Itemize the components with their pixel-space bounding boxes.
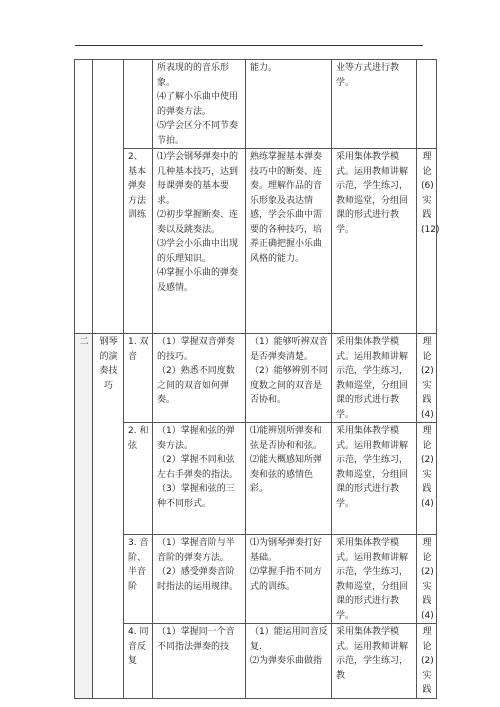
goal-cell: [153, 334, 246, 423]
hours-text: 理 论 (2) 实 践 (4): [421, 538, 434, 621]
skill-cell: [246, 60, 332, 149]
table-row: [75, 624, 437, 699]
skill-cell: [246, 423, 332, 535]
hours-cell: [417, 60, 437, 149]
skill-cell: [246, 149, 332, 334]
hours-cell: [417, 624, 437, 699]
hours-text: 理 论 (2) 实 践 (4): [421, 426, 434, 509]
skill-text: （1）能够听辨双音是否弹奏清楚。 （2）能够辨别不同度数之间的双音是否协和。: [250, 337, 328, 405]
method-text: 采用集体教学模式。运用教师讲解示范，学生练习，教师巡堂，分组回课的形式进行教学。: [336, 426, 409, 509]
method-cell: [332, 149, 417, 334]
goal-text: （1）掌握双音弹奏的技巧。 （2）熟悉不同度数之间的双音如何弹奏。: [157, 337, 235, 405]
method-text: 业等方式进行教学。: [336, 63, 400, 88]
topic-cell: [124, 423, 153, 535]
topic-cell: [124, 535, 153, 624]
hours-cell: [417, 535, 437, 624]
topic-cell: [124, 334, 153, 423]
method-cell: [332, 624, 417, 699]
topic-cell: [124, 624, 153, 699]
goal-text: ⑴学会钢琴弹奏中的几种基本技巧，达到每课弹奏的基本要求。 ⑵初步掌握断奏、连奏以及跳奏法。 ⑶学会小乐曲中出现的乐理知识。 ⑷掌握小乐曲的弹奏及感情。: [157, 152, 239, 293]
topic-text: 3. 音阶、半音阶: [128, 538, 149, 592]
table-row: [75, 423, 437, 535]
topic-text: 2. 和弦: [128, 426, 149, 451]
skill-text: 熟练掌握基本弹奏技巧中的断奏、连奏。理解作品的音乐形象及表达情感，学会乐曲中需要的各种技巧，培养正确把握小乐曲风格的能力。: [250, 152, 323, 264]
section-number: 二: [79, 337, 89, 347]
skill-cell: [246, 334, 332, 423]
method-text: 采用集体教学模式。运用教师讲解示范，学生练习，教师巡堂，分组回课的形式进行教学。: [336, 337, 409, 420]
method-text: 采用集体教学模式。运用教师讲解示范，学生练习，教师巡堂，分组回课的形式进行教学。: [336, 152, 409, 235]
skill-text: ⑴为钢琴弹奏打好基础。 ⑵掌握手指不同方式的训练。: [250, 538, 323, 592]
table-row: [75, 334, 437, 423]
method-cell: [332, 334, 417, 423]
section-number-cell: [75, 60, 93, 334]
skill-text: ⑴能辨别所弹奏和弦是否协和和弦。 ⑵能大概感知所弹奏和弦的感情色彩。: [250, 426, 323, 494]
goal-text: （1）掌握同一个音不同指法弹奏的技: [157, 627, 235, 652]
table-row: [75, 535, 437, 624]
skill-cell: [246, 624, 332, 699]
topic-text: 2、基本弹奏方法训练: [128, 152, 147, 220]
hours-text: 理 论 (2) 实 践 (4): [421, 337, 434, 420]
hours-text: 理 论 (2) 实 践: [421, 627, 434, 695]
method-cell: [332, 423, 417, 535]
goal-cell: [153, 60, 246, 149]
goal-cell: [153, 624, 246, 699]
method-cell: [332, 60, 417, 149]
goal-cell: [153, 149, 246, 334]
method-cell: [332, 535, 417, 624]
hours-cell: [417, 423, 437, 535]
goal-text: （1）掌握音阶与半音阶的弹奏方法。 （2）感受弹奏音阶时指法的运用规律。: [157, 538, 239, 592]
topic-cell: [124, 149, 153, 334]
table-row: [75, 60, 437, 149]
hours-text: 理 论 (6) 实 践 (12): [421, 152, 440, 235]
goal-text: （1）掌握和弦的弹奏方法。 （2）掌握不同和弦左右手弹奏的指法。 （3）掌握和弦的三种不同形式。: [157, 426, 239, 509]
skill-text: 能力。: [250, 63, 278, 73]
hours-cell: [417, 334, 437, 423]
topic-cell: [124, 60, 153, 149]
goal-cell: [153, 535, 246, 624]
skill-cell: [246, 535, 332, 624]
skill-text: （1）能运用同音反复. ⑵为弹奏乐曲做指: [250, 627, 328, 666]
goal-text: 所表现的的音乐形象。 ⑷了解小乐曲中使用的弹奏方法。 ⑸学会区分不同节奏节拍。: [157, 63, 239, 146]
topic-text: 4. 同音反复: [128, 627, 149, 666]
section-name-cell: [93, 334, 124, 699]
goal-cell: [153, 423, 246, 535]
hours-cell: [417, 149, 440, 334]
method-text: 采用集体教学模式。运用教师讲解示范，学生练习，教: [336, 627, 409, 681]
table-row: [75, 149, 437, 334]
syllabus-table: [74, 59, 440, 699]
topic-text: 1. 双音: [128, 337, 149, 362]
method-text: 采用集体教学模式。运用教师讲解示范，学生练习，教师巡堂，分组回课的形式进行教学。: [336, 538, 409, 621]
section-name-cell: [93, 60, 124, 334]
section-name: 钢琴的演奏技巧: [99, 337, 118, 391]
header-rule: [75, 45, 423, 46]
section-number-cell: [75, 334, 93, 699]
